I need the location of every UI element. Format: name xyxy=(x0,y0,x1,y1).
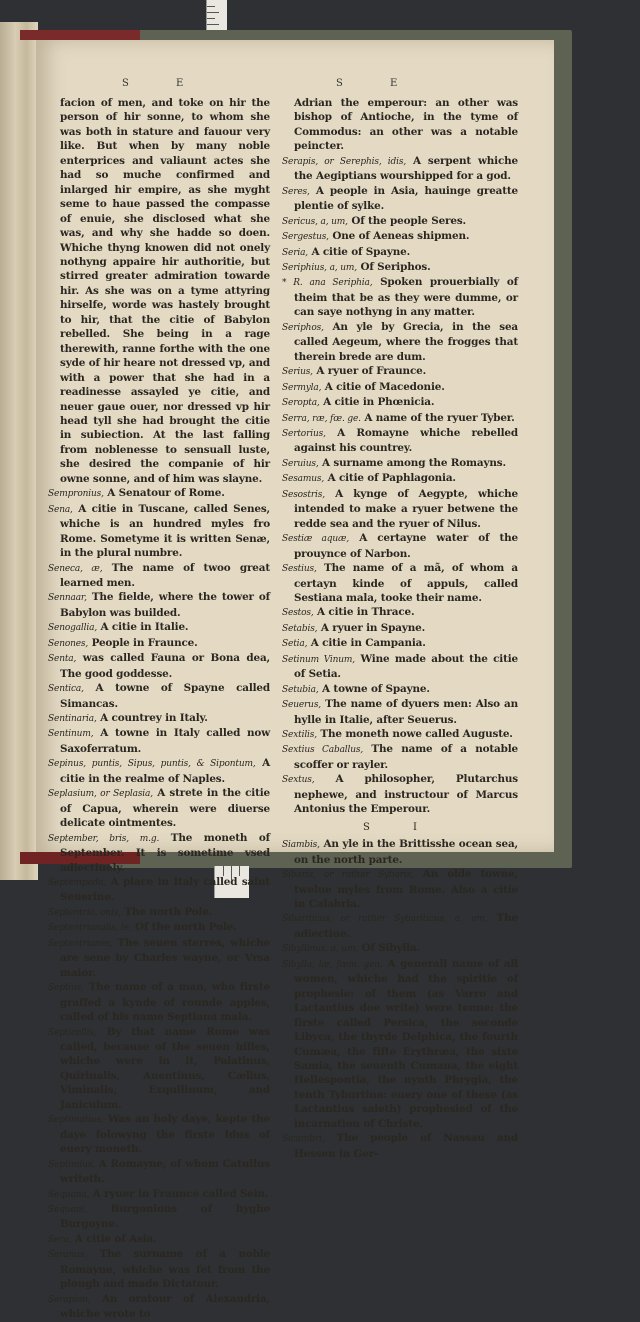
dictionary-entry xyxy=(48,920,270,935)
dictionary-entry xyxy=(282,636,518,651)
entry-headword: Seplasium, or Seplasia, xyxy=(48,789,153,800)
entry-definition: A ryuer of Fraunce. xyxy=(316,365,427,378)
entry-definition: Of Sibylla. xyxy=(361,942,421,955)
entry-headword: Sempronius, xyxy=(48,489,104,500)
entry-definition: A towne of Spayne called Simancas. xyxy=(60,682,271,710)
right-column xyxy=(282,96,518,1161)
dictionary-entry xyxy=(282,487,518,531)
entry-definition: A generall name of all women, whiche had the spiritie of prophesie: of them (as Varro and Lactantius doe write) were tenne: the firste called Persica, the seconde Libyca, the thyrde Delphica, the fourth Cumæa, the fifte Erythræa, the sixte Samia, the seuenth Cumana, the eight Hellespontia, the nynth Phrygia, the tenth Tyburtina: euery one of these (as Lactantius saieth) prophesied of the incarnation of Christe. xyxy=(294,957,518,1130)
entry-definition: A citie of Asia. xyxy=(74,1232,157,1245)
dictionary-entry xyxy=(282,456,518,471)
dictionary-entry xyxy=(282,941,518,956)
entry-definition: Of the north Pole. xyxy=(135,921,237,934)
entry-definition: The north Pole. xyxy=(124,905,213,918)
entry-definition: Adrian the emperour: an other was bishop of Antioche, in the tyme of Commodus: an other was a notable peincter. xyxy=(294,97,518,153)
entry-headword: Setubia, xyxy=(282,684,319,695)
entry-definition: facion of men, and toke on hir the person of hir sonne, to whom she was both in stature and fauour very like. But when by many noble enterprices and valiaunt actes she had so muche confirmed and inlarged hir empire, as she myght seme to haue passed the compasse of enuie, she disclosed what she was, and why she hadde so doen. Whiche thyng knowen did not onely nothyng appaire hir authoritie, but stirred greater admiration towarde hir. As she was on a tyme attyring hirselfe, worde was hastely brought to hir, that the citie of Babylon rebelled. She being in a rage therewith, ranne forthe with the one syde of hir heare not dressed vp, and with a power that she had in a readinesse assayled ye citie, and neuer gaue ouer, nor dressed vp hir head tyll she had brought the citie in subiection. At the last falling from noblenesse to sensuall luste, she desired the companie of hir owne sonne, and of him was slayne. xyxy=(60,97,270,485)
dictionary-entry xyxy=(282,727,518,742)
entry-headword: Seria, xyxy=(282,247,308,258)
entry-headword: Sentinaria, xyxy=(48,714,97,725)
dictionary-entry xyxy=(282,867,518,911)
entry-definition: The name of a mã, of whom a certayn kinde of appuls, called Sestiana mala, tooke their name. xyxy=(294,562,518,604)
dictionary-entry xyxy=(48,1025,270,1113)
entry-definition: The name of twoo great learned men. xyxy=(60,561,270,589)
entry-headword: Sextus, xyxy=(282,775,315,786)
dictionary-entry xyxy=(48,620,270,635)
entry-definition: Spoken prouerbially of theim that be as they were dumme, or can saye nothyng in any matter. xyxy=(294,276,518,319)
left-column xyxy=(48,96,270,1322)
dictionary-entry xyxy=(282,697,518,727)
dictionary-entry xyxy=(282,320,518,364)
entry-headword: Serapion, xyxy=(48,1294,91,1305)
previous-pages-edge xyxy=(0,22,38,880)
dictionary-entry xyxy=(282,364,518,379)
entry-headword: Sennaar, xyxy=(48,593,87,604)
dictionary-entry xyxy=(282,652,518,682)
dictionary-entry xyxy=(282,229,518,244)
entry-definition: The name of a notable scoffer or rayler. xyxy=(294,743,518,771)
entry-definition: A citie of Spayne. xyxy=(311,245,411,258)
entry-headword: Septentriones, xyxy=(48,938,113,949)
entry-definition: A Senatour of Rome. xyxy=(107,487,225,500)
entry-definition: A serpent whiche the Aegiptians wourshipped for a god. xyxy=(294,154,518,183)
entry-headword: * R. ana Seriphia, xyxy=(282,278,373,289)
dictionary-entry xyxy=(48,905,270,920)
dictionary-entry xyxy=(48,786,270,830)
entry-headword: Sequani, xyxy=(48,1204,87,1215)
entry-definition: A Romayne, of whom Catullus writeth. xyxy=(60,1157,271,1186)
entry-definition: The people of Nassau and Hessen in Ger- xyxy=(294,1132,518,1160)
entry-headword: Sermyla, xyxy=(282,382,322,393)
entry-definition: A citie in Campania. xyxy=(310,637,426,650)
dictionary-entry xyxy=(48,756,270,786)
entry-headword: Sentinum, xyxy=(48,729,94,740)
entry-headword: Sestius, xyxy=(282,564,317,575)
entry-definition: A citie in Tuscane, called Senes, whiche is an hundred myles fro Rome. Sometyme it is written Senæ, in the plural numbre. xyxy=(60,502,271,560)
entry-headword: Seuerus, xyxy=(282,700,321,711)
dictionary-entry xyxy=(48,1187,270,1202)
entry-definition: A countrey in Italy. xyxy=(100,712,208,725)
dictionary-entry xyxy=(282,621,518,636)
entry-definition: An oratour of Alexandria, whiche wrote to xyxy=(60,1292,271,1321)
entry-headword: Senta, xyxy=(48,654,77,665)
entry-headword: Seriphos, xyxy=(282,322,324,333)
entry-headword: Seriphius, a, um, xyxy=(282,262,357,273)
entry-definition: A citie of Macedonie. xyxy=(324,380,445,393)
dictionary-entry xyxy=(48,486,270,501)
entry-headword: Setabis, xyxy=(282,623,318,634)
entry-definition: A Romayne whiche rebelled against his countrey. xyxy=(294,426,518,455)
entry-definition: People in Fraunce. xyxy=(91,636,198,649)
entry-definition: The adiectiue. xyxy=(294,912,518,940)
entry-definition: The fielde, where the tower of Babylon was builded. xyxy=(60,591,270,619)
entry-headword: Setia, xyxy=(282,639,308,650)
entry-headword: Sesostris, xyxy=(282,489,325,500)
dictionary-entry xyxy=(48,711,270,726)
entry-definition: The surname of a noble Romayne, whiche was fet from the plough and made Dictatour. xyxy=(60,1248,271,1291)
dictionary-entry xyxy=(282,471,518,486)
entry-definition: The seuen sterres, whiche are sene by Charles wayne, or Vrsa maior. xyxy=(60,936,271,979)
dictionary-entry xyxy=(282,275,518,319)
entry-headword: Senones, xyxy=(48,638,89,649)
entry-headword: Siambis, xyxy=(282,840,320,851)
dictionary-entry xyxy=(48,651,270,681)
entry-definition: A citie of Paphlagonia. xyxy=(327,472,456,485)
dictionary-entry xyxy=(282,742,518,772)
entry-headword: Septicollis, xyxy=(48,1027,97,1038)
entry-headword: Sibariticus, or rather Sybariticus, a, um, xyxy=(282,914,488,925)
entry-headword: Sertorius, xyxy=(282,428,326,439)
entry-definition: An yle in the Brittisshe ocean sea, on the north parte. xyxy=(294,838,519,866)
entry-headword: Septius, xyxy=(48,983,84,994)
entry-headword: Seres, xyxy=(282,186,310,197)
entry-headword: Sequana, xyxy=(48,1189,90,1200)
entry-headword: Septempeda, xyxy=(48,878,107,889)
entry-headword: Septentrio, onis, xyxy=(48,907,121,918)
entry-definition: A towne in Italy called now Saxoferratum. xyxy=(60,727,271,755)
entry-headword: Sibylla, læ, fœm. gen. xyxy=(282,959,383,970)
entry-definition: Of the people Seres. xyxy=(351,214,466,227)
dictionary-entry xyxy=(48,636,270,651)
running-head-right: S E xyxy=(336,78,420,89)
dictionary-entry xyxy=(48,96,270,486)
running-head-left: S E xyxy=(122,78,206,89)
dictionary-entry xyxy=(282,772,518,816)
entry-headword: Sentica, xyxy=(48,684,84,695)
dictionary-entry xyxy=(282,531,518,561)
dictionary-entry xyxy=(48,831,270,875)
dictionary-entry xyxy=(48,936,270,980)
entry-headword: Sestos, xyxy=(282,608,314,619)
entry-definition: A surname among the Romayns. xyxy=(322,456,506,469)
dictionary-entry xyxy=(48,561,270,591)
entry-headword: Sextilis, xyxy=(282,730,317,741)
dictionary-entry xyxy=(48,1112,270,1156)
entry-headword: Septentrionalis, le, xyxy=(48,923,132,934)
scale-ruler-top xyxy=(206,0,227,30)
dictionary-entry xyxy=(48,502,270,561)
entry-headword: Sextius Caballus, xyxy=(282,745,364,756)
dictionary-entry xyxy=(282,561,518,605)
entry-headword: September, bris, m.g. xyxy=(48,833,160,844)
entry-definition: Of Seriphos. xyxy=(360,260,431,273)
entry-definition: The moneth nowe called Auguste. xyxy=(320,728,513,741)
entry-headword: Sestiæ aquæ, xyxy=(282,534,350,545)
dictionary-entry xyxy=(48,980,270,1024)
entry-headword: Sesamus, xyxy=(282,474,325,485)
dictionary-entry xyxy=(48,726,270,756)
entry-definition: By that name Rome was called, because of the seuen hilles, whiche were in it, Palatinus, Quirinalis, Auentinus, Cælius, Viminalis, Exquilinum, and Janiculum. xyxy=(60,1025,271,1111)
dictionary-entry xyxy=(282,411,518,426)
entry-definition: A towne of Spayne. xyxy=(322,682,430,695)
dictionary-entry xyxy=(48,1292,270,1322)
dictionary-entry xyxy=(282,605,518,620)
dictionary-entry xyxy=(48,1202,270,1232)
entry-headword: Sibaris, or rather Sybaris, xyxy=(282,870,414,881)
entry-headword: Seruius, xyxy=(282,458,319,469)
entry-headword: Serius, xyxy=(282,367,313,378)
entry-definition: The moneth of September. It is sometime vsed adiectiuely. xyxy=(60,831,271,874)
entry-definition: A kynge of Aegypte, whiche intended to make a ryuer betwene the redde sea and the ryuer of Nilus. xyxy=(294,487,518,530)
entry-definition: A strete in the citie of Capua, wherein were diuerse delicate ointmentes. xyxy=(60,787,270,830)
entry-headword: Sicambri, xyxy=(282,1134,325,1145)
section-heading: S I xyxy=(363,821,437,833)
entry-definition: A citie in Thrace. xyxy=(317,606,415,619)
entry-headword: Septimatius, xyxy=(48,1115,104,1126)
dictionary-entry xyxy=(48,1232,270,1247)
dictionary-entry xyxy=(282,260,518,275)
entry-definition: A ryuer in Fraunce called Sein. xyxy=(92,1187,269,1200)
dictionary-entry xyxy=(48,875,270,905)
entry-definition: A citie in the realme of Naples. xyxy=(60,757,271,785)
entry-definition: Was an holy daye, kepte the daye folowyng the firste Idus of euery moneth. xyxy=(60,1113,270,1156)
entry-headword: Sericus, a, um, xyxy=(282,216,348,227)
entry-definition: A citie in Phœnicia. xyxy=(323,396,435,409)
dictionary-entry xyxy=(282,837,518,867)
entry-headword: Seneca, æ, xyxy=(48,563,103,574)
entry-headword: Sergestus, xyxy=(282,232,329,243)
dictionary-entry xyxy=(282,682,518,697)
dictionary-entry xyxy=(282,245,518,260)
entry-headword: Septimius, xyxy=(48,1159,95,1170)
dictionary-entry xyxy=(282,426,518,456)
entry-headword: Sena, xyxy=(48,504,73,515)
dictionary-entry xyxy=(48,681,270,711)
entry-definition: A philosopher, Plutarchus nephewe, and instructour of Marcus Antonius the Emperour. xyxy=(294,773,518,816)
dictionary-entry xyxy=(282,154,518,184)
entry-headword: Setinum Vinum, xyxy=(282,654,356,665)
entry-definition: Burgonions of hyghe Burgoyne. xyxy=(60,1202,271,1231)
entry-definition: A certayne water of the prouynce of Narbon. xyxy=(294,532,519,560)
entry-definition: A citie in Italie. xyxy=(100,621,189,634)
entry-definition: One of Aeneas shipmen. xyxy=(332,230,470,243)
entry-headword: Senogallia, xyxy=(48,623,98,634)
entry-headword: Sepinus, puntis, Sipus, puntis, & Sipontum, xyxy=(48,759,256,770)
entry-headword: Seropta, xyxy=(282,398,320,409)
entry-headword: Sibyllinus, a, um, xyxy=(282,944,359,955)
entry-definition: The name of dyuers men: Also an hylle in Italie, after Seuerus. xyxy=(294,698,519,726)
dictionary-entry xyxy=(282,96,518,154)
entry-definition: An olde towne, twelue myles from Rome. Also a citie in Calabria. xyxy=(294,868,518,911)
dictionary-entry xyxy=(48,590,270,620)
dictionary-entry xyxy=(282,395,518,410)
dictionary-entry xyxy=(282,1131,518,1161)
entry-definition: An yle by Grecia, in the sea called Aegeum, where the frogges that therein brede are dum. xyxy=(294,320,519,363)
dictionary-entry xyxy=(48,1157,270,1187)
entry-definition: The name of a man, who firste graffed a kynde of rounde apples, called of his name Septiana mala. xyxy=(60,981,270,1024)
entry-definition: was called Fauna or Bona dea, The good goddesse. xyxy=(60,652,270,680)
dictionary-entry xyxy=(282,214,518,229)
entry-definition: A ryuer in Spayne. xyxy=(320,621,426,634)
entry-headword: Seranus, xyxy=(48,1250,88,1261)
entry-definition: Wine made about the citie of Setia. xyxy=(294,652,518,681)
dictionary-entry xyxy=(48,1247,270,1291)
book-page xyxy=(36,40,554,1321)
entry-headword: Sera, xyxy=(48,1234,72,1245)
dictionary-entry xyxy=(282,911,518,941)
red-edge-top xyxy=(20,30,140,40)
entry-definition: A people in Asia, hauinge greatte plentie of sylke. xyxy=(294,184,519,213)
dictionary-entry xyxy=(282,380,518,395)
entry-headword: Serapis, or Serephis, idis, xyxy=(282,156,407,167)
entry-headword: Serra, ræ, fœ. ge. xyxy=(282,413,361,424)
dictionary-entry xyxy=(282,184,518,214)
dictionary-entry xyxy=(282,957,518,1131)
entry-definition: A place in Italy called saint Seuerine. xyxy=(60,876,270,904)
entry-definition: A name of the ryuer Tyber. xyxy=(364,411,515,424)
